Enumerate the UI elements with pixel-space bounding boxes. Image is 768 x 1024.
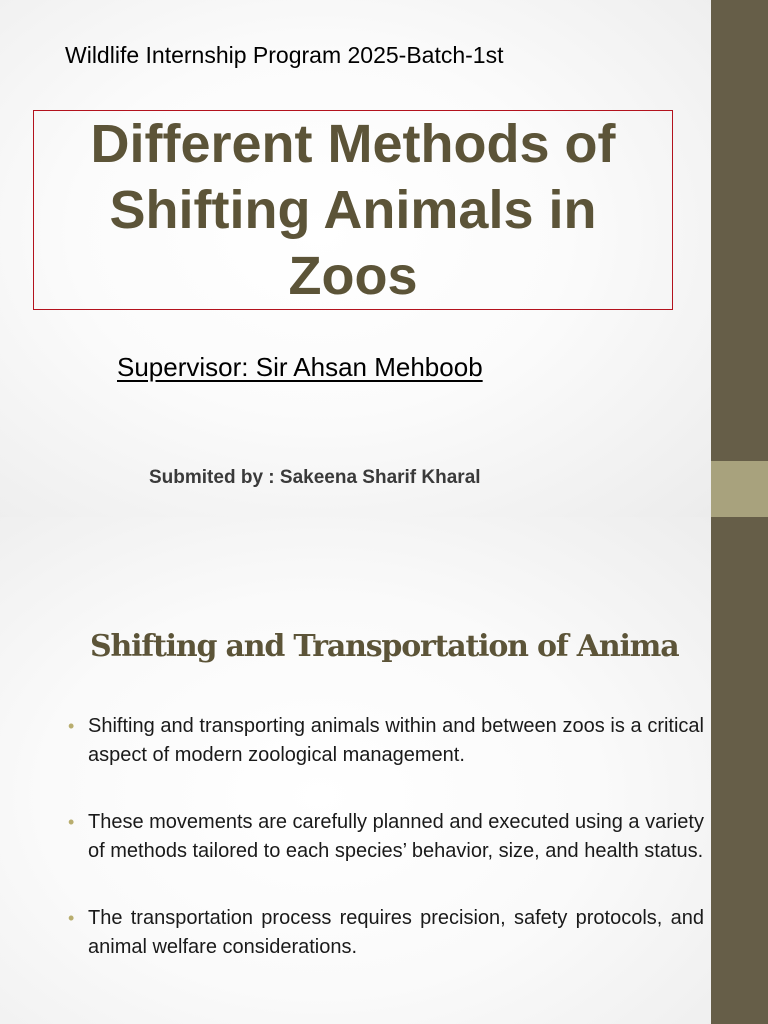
bullet-icon: • bbox=[68, 908, 75, 928]
title-box bbox=[33, 110, 673, 310]
bullet-icon: • bbox=[68, 716, 75, 736]
supervisor-line: Supervisor: Sir Ahsan Mehboob bbox=[117, 352, 483, 382]
sidebar-accent-block bbox=[711, 461, 768, 517]
slide-heading: Shifting and Transportation of Anima bbox=[90, 629, 679, 664]
bullet-list bbox=[66, 712, 704, 1000]
bullet-item bbox=[66, 712, 704, 770]
bullet-text: These movements are carefully planned and executed using a variety of methods tailored to each species’ behavior, size, and health status. bbox=[88, 811, 704, 862]
bullet-text: The transportation process requires precision, safety protocols, and animal welfare considerations. bbox=[88, 907, 704, 958]
title-slide bbox=[0, 0, 711, 517]
bullet-icon: • bbox=[68, 812, 75, 832]
bullet-text: Shifting and transporting animals within and between zoos is a critical aspect of modern zoological management. bbox=[88, 715, 704, 766]
sidebar-stripe bbox=[711, 517, 768, 1024]
bullet-item bbox=[66, 808, 704, 866]
sidebar-stripe bbox=[711, 0, 768, 461]
program-name: Wildlife Internship Program 2025-Batch-1st bbox=[65, 42, 504, 68]
submitted-by-line: Submited by : Sakeena Sharif Kharal bbox=[149, 467, 481, 488]
bullet-item bbox=[66, 904, 704, 962]
slide-title: Different Methods of Shifting Animals in Zoos bbox=[90, 114, 616, 306]
